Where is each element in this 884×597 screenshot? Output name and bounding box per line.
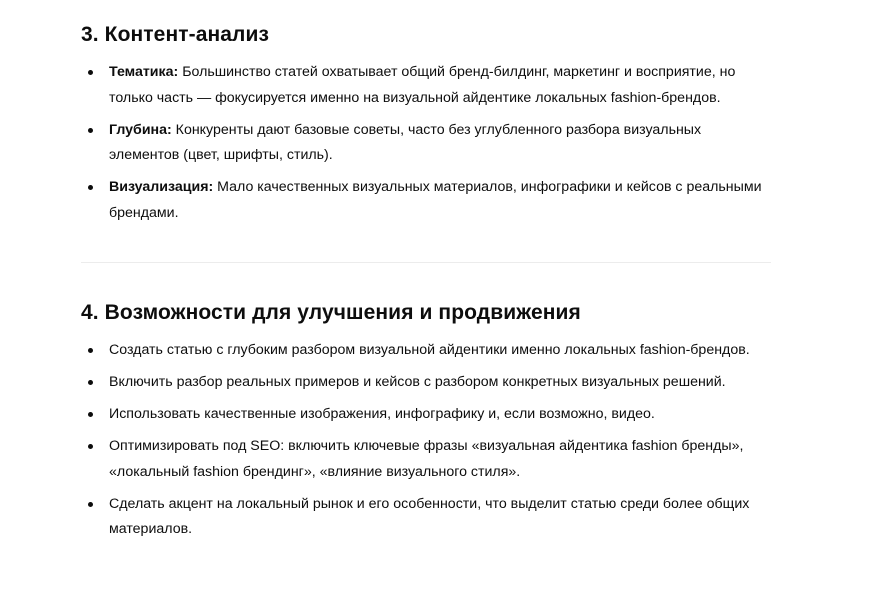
- list-item: [81, 370, 771, 396]
- bullet-icon: [88, 70, 93, 75]
- bullet-icon: [88, 444, 93, 449]
- item-text: Большинство статей охватывает общий бренд-билдинг, маркетинг и восприятие, но только часть — фокусируется именно на визуальной айдентике локальных fashion-брендов.: [109, 64, 736, 106]
- list-item: [81, 492, 771, 543]
- list-item: [81, 118, 771, 169]
- item-text: Оптимизировать под SEO: включить ключевые фразы «визуальная айдентика fashion бренды», «локальный fashion брендинг», «влияние визуального стиля».: [109, 438, 744, 480]
- bullet-icon: [88, 502, 93, 507]
- item-text: Использовать качественные изображения, инфографику и, если возможно, видео.: [109, 406, 655, 422]
- item-label: Глубина:: [109, 121, 172, 138]
- list-item: [81, 338, 771, 364]
- section-4-list: [81, 338, 771, 549]
- section-divider: [81, 262, 771, 263]
- list-item: [81, 175, 771, 226]
- list-item: [81, 402, 771, 428]
- item-text: Конкуренты дают базовые советы, часто без углубленного разбора визуальных элементов (цвет, шрифты, стиль).: [109, 121, 702, 163]
- bullet-icon: [88, 128, 93, 133]
- item-text: Создать статью с глубоким разбором визуальной айдентики именно локальных fashion-брендов.: [109, 342, 750, 358]
- section-4-title: 4. Возможности для улучшения и продвижения: [81, 301, 581, 324]
- list-item: [81, 434, 771, 485]
- item-label: Визуализация:: [109, 179, 214, 195]
- bullet-icon: [88, 412, 93, 417]
- bullet-icon: [88, 185, 93, 190]
- item-text: Мало качественных визуальных материалов, инфографики и кейсов с реальными брендами.: [109, 179, 762, 221]
- bullet-icon: [88, 380, 93, 385]
- item-label: Тематика:: [109, 64, 179, 80]
- item-text: Включить разбор реальных примеров и кейсов с разбором конкретных визуальных решений.: [109, 374, 726, 390]
- section-3-list: [81, 60, 771, 233]
- item-text: Сделать акцент на локальный рынок и его особенности, что выделит статью среди более общих материалов.: [109, 495, 750, 537]
- list-item: [81, 60, 771, 111]
- section-3-title: 3. Контент-анализ: [81, 23, 270, 46]
- bullet-icon: [88, 348, 93, 353]
